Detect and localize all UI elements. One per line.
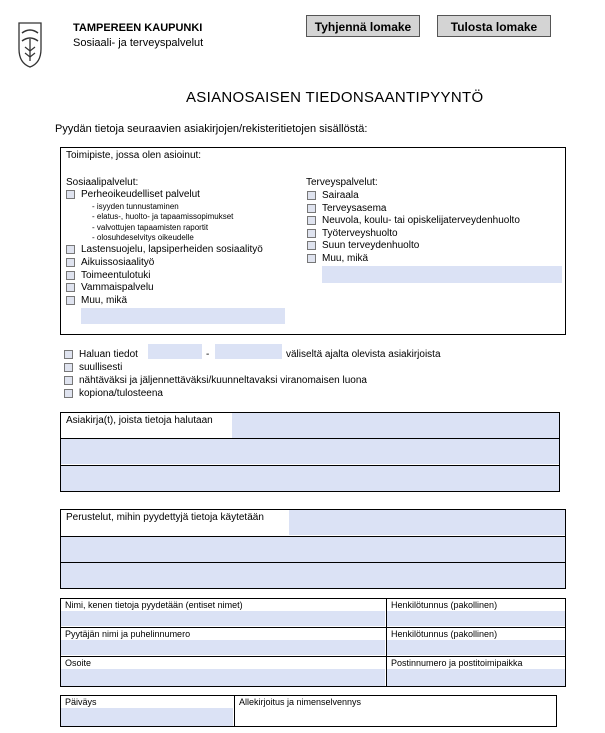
- reasons-input-line[interactable]: [61, 563, 565, 588]
- child-welfare-label: Lastensuojelu, lapsiperheiden sosiaalityö: [81, 244, 263, 255]
- subject-name-input[interactable]: [61, 611, 385, 626]
- organization-subtitle: Sosiaali- ja terveyspalvelut: [73, 37, 204, 49]
- requester-name-label: Pyytäjän nimi ja puhelinnumero: [65, 629, 191, 639]
- intro-text: Pyydän tietoja seuraavien asiakirjojen/rekisteritietojen sisällöstä:: [55, 123, 368, 135]
- view-checkbox[interactable]: [64, 376, 73, 385]
- view-label: nähtäväksi ja jäljennettäväksi/kuunneltavaksi viranomaisen luona: [79, 375, 367, 386]
- family-services-checkbox[interactable]: [66, 190, 75, 199]
- copy-label: kopiona/tulosteena: [79, 388, 163, 399]
- child-welfare-checkbox[interactable]: [66, 245, 75, 254]
- signature-label: Allekirjoitus ja nimenselvennys: [239, 697, 362, 707]
- health-other-input[interactable]: [322, 266, 562, 283]
- organization-name: TAMPEREEN KAUPUNKI: [73, 22, 203, 34]
- income-support-label: Toimeentulotuki: [81, 270, 151, 281]
- health-other-checkbox[interactable]: [307, 254, 316, 263]
- date-input[interactable]: [61, 708, 233, 726]
- occupational-health-label: Työterveyshuolto: [322, 228, 398, 239]
- disability-services-checkbox[interactable]: [66, 283, 75, 292]
- requester-name-input[interactable]: [61, 640, 385, 655]
- health-services-heading: Terveyspalvelut:: [306, 177, 378, 188]
- period-suffix: väliseltä ajalta olevista asiakirjoista: [286, 349, 441, 360]
- dental-care-checkbox[interactable]: [307, 241, 316, 250]
- postal-input[interactable]: [387, 669, 565, 686]
- subject-name-label: Nimi, kenen tietoja pyydetään (entiset nimet): [65, 600, 243, 610]
- reasons-label: Perustelut, mihin pyydettyjä tietoja käytetään: [66, 512, 264, 523]
- oral-label: suullisesti: [79, 362, 123, 373]
- oral-checkbox[interactable]: [64, 363, 73, 372]
- income-support-checkbox[interactable]: [66, 271, 75, 280]
- city-crest-logo: [17, 21, 43, 69]
- requester-id-input[interactable]: [387, 640, 565, 655]
- row-divider: [60, 627, 566, 628]
- documents-input-line[interactable]: [232, 413, 559, 438]
- period-start-input[interactable]: [148, 344, 202, 359]
- documents-input-line[interactable]: [61, 466, 559, 491]
- social-other-label: Muu, mikä: [81, 295, 128, 306]
- occupational-health-checkbox[interactable]: [307, 229, 316, 238]
- family-sub-item: - elatus-, huolto- ja tapaamissopimukset: [92, 212, 234, 221]
- documents-input-line[interactable]: [61, 439, 559, 464]
- column-divider: [234, 695, 235, 727]
- reasons-input-line[interactable]: [289, 510, 565, 535]
- health-other-label: Muu, mikä: [322, 253, 369, 264]
- print-form-button[interactable]: Tulosta lomake: [437, 15, 551, 37]
- address-input[interactable]: [61, 669, 385, 686]
- row-divider: [60, 656, 566, 657]
- postal-label: Postinnumero ja postitoimipaikka: [391, 658, 523, 668]
- hospital-label: Sairaala: [322, 190, 359, 201]
- requester-id-label: Henkilötunnus (pakollinen): [391, 629, 498, 639]
- family-sub-item: - isyyden tunnustaminen: [92, 202, 179, 211]
- family-sub-item: - olosuhdeselvitys oikeudelle: [92, 233, 194, 242]
- copy-checkbox[interactable]: [64, 389, 73, 398]
- hospital-checkbox[interactable]: [307, 191, 316, 200]
- date-label: Päiväys: [65, 697, 97, 707]
- period-label: Haluan tiedot: [79, 349, 138, 360]
- documents-label: Asiakirja(t), joista tietoja halutaan: [66, 415, 213, 426]
- subject-id-label: Henkilötunnus (pakollinen): [391, 600, 498, 610]
- period-dash: -: [206, 349, 210, 360]
- document-title: ASIANOSAISEN TIEDONSAANTIPYYNTÖ: [186, 89, 484, 106]
- address-label: Osoite: [65, 658, 92, 668]
- family-services-label: Perheoikeudelliset palvelut: [81, 189, 200, 200]
- adult-social-work-checkbox[interactable]: [66, 258, 75, 267]
- office-heading: Toimipiste, jossa olen asioinut:: [66, 150, 202, 161]
- period-checkbox[interactable]: [64, 350, 73, 359]
- clear-form-button[interactable]: Tyhjennä lomake: [306, 15, 420, 37]
- clinic-checkbox[interactable]: [307, 216, 316, 225]
- social-other-checkbox[interactable]: [66, 296, 75, 305]
- dental-care-label: Suun terveydenhuolto: [322, 240, 420, 251]
- health-center-label: Terveysasema: [322, 203, 387, 214]
- clinic-label: Neuvola, koulu- tai opiskelijaterveydenhuolto: [322, 215, 520, 226]
- family-sub-item: - valvottujen tapaamisten raportit: [92, 223, 209, 232]
- social-other-input[interactable]: [81, 308, 285, 324]
- social-services-heading: Sosiaalipalvelut:: [66, 177, 139, 188]
- adult-social-work-label: Aikuissosiaalityö: [81, 257, 155, 268]
- disability-services-label: Vammaispalvelu: [81, 282, 154, 293]
- period-end-input[interactable]: [215, 344, 282, 359]
- health-center-checkbox[interactable]: [307, 204, 316, 213]
- reasons-input-line[interactable]: [61, 537, 565, 562]
- subject-id-input[interactable]: [387, 611, 565, 626]
